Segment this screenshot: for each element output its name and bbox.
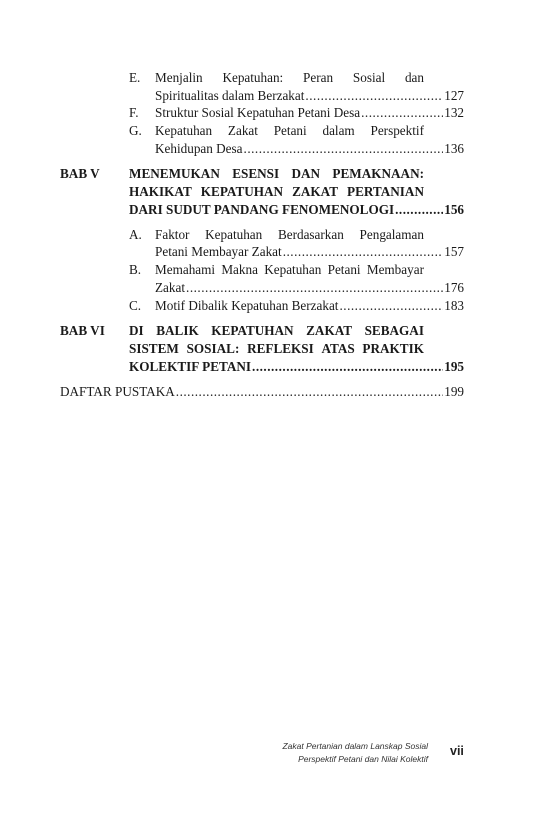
toc-letter-b: B. bbox=[129, 262, 142, 277]
toc-entry-e-line2[interactable]: Spiritualitas dalam Berzakat ..... 127 bbox=[155, 87, 464, 104]
toc-entry-b-line2[interactable]: Zakat ..... 176 bbox=[155, 279, 464, 296]
page-number: 127 bbox=[444, 88, 464, 103]
bab-vi-label: BAB VI bbox=[60, 323, 105, 338]
bab-v-title-line1[interactable]: MENEMUKAN ESENSI DAN PEMAKNAAN: bbox=[129, 166, 424, 181]
page-number: 157 bbox=[444, 244, 464, 259]
bab-v-title-line2[interactable]: HAKIKAT KEPATUHAN ZAKAT PERTANIAN bbox=[129, 184, 424, 199]
toc-entry-a-line1[interactable]: Faktor Kepatuhan Berdasarkan Pengalaman bbox=[155, 227, 424, 242]
toc-letter-g: G. bbox=[129, 123, 142, 138]
bab-v-title-line3[interactable]: DARI SUDUT PANDANG FENOMENOLOGI ..... 156 bbox=[129, 201, 464, 218]
folio-page-number: vii bbox=[450, 744, 464, 758]
running-footer-line2: Perspektif Petani dan Nilai Kolektif bbox=[298, 754, 428, 764]
toc-daftar-pustaka[interactable]: DAFTAR PUSTAKA ..... 199 bbox=[60, 383, 464, 400]
toc-letter-a: A. bbox=[129, 227, 142, 242]
bab-v-label: BAB V bbox=[60, 166, 100, 181]
toc-letter-f: F. bbox=[129, 105, 139, 120]
toc-entry-a-line2[interactable]: Petani Membayar Zakat ..... 157 bbox=[155, 243, 464, 260]
page-number: 132 bbox=[444, 105, 464, 120]
toc-entry-g-line2[interactable]: Kehidupan Desa ..... 136 bbox=[155, 140, 464, 157]
page-number: 199 bbox=[444, 384, 464, 399]
page-number: 156 bbox=[444, 202, 464, 217]
toc-entry-f[interactable]: Struktur Sosial Kepatuhan Petani Desa ..... 132 bbox=[155, 104, 464, 121]
bab-vi-title-line1[interactable]: DI BALIK KEPATUHAN ZAKAT SEBAGAI bbox=[129, 323, 424, 338]
page-number: 136 bbox=[444, 141, 464, 156]
toc-entry-b-line1[interactable]: Memahami Makna Kepatuhan Petani Membayar bbox=[155, 262, 424, 277]
toc-letter-c: C. bbox=[129, 298, 142, 313]
toc-entry-c[interactable]: Motif Dibalik Kepatuhan Berzakat ..... 183 bbox=[155, 297, 464, 314]
toc-entry-g-line1[interactable]: Kepatuhan Zakat Petani dalam Perspektif bbox=[155, 123, 424, 138]
page-number: 183 bbox=[444, 298, 464, 313]
toc-entry-e-line1[interactable]: Menjalin Kepatuhan: Peran Sosial dan bbox=[155, 70, 424, 85]
bab-vi-title-line3[interactable]: KOLEKTIF PETANI ..... 195 bbox=[129, 358, 464, 375]
page-number: 195 bbox=[444, 359, 464, 374]
bab-vi-title-line2[interactable]: SISTEM SOSIAL: REFLEKSI ATAS PRAKTIK bbox=[129, 341, 424, 356]
toc-letter-e: E. bbox=[129, 70, 141, 85]
page-number: 176 bbox=[444, 280, 464, 295]
running-footer-line1: Zakat Pertanian dalam Lanskap Sosial bbox=[282, 741, 428, 751]
